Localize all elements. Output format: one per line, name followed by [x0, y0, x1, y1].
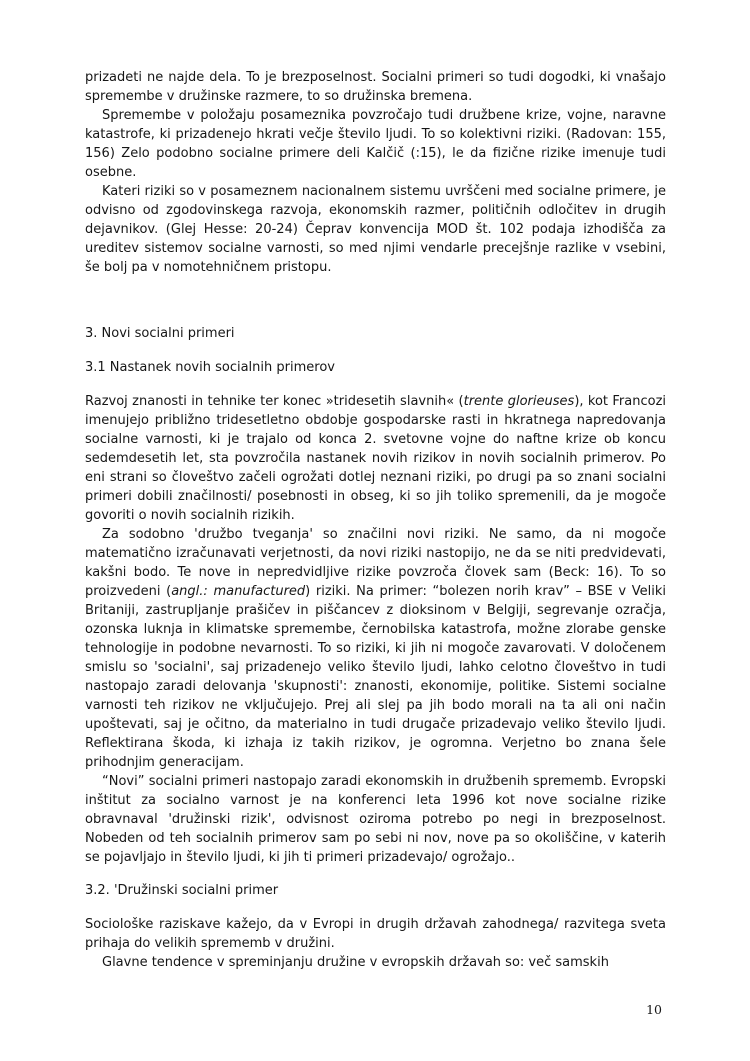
paragraph: Glavne tendence v spreminjanju družine v evropskih državah so: več samskih — [102, 955, 609, 970]
text-run: ), kot Francozi imenujejo približno tridesetletno obdobje gospodarske rasti in hkratnega napredovanja socialne varnosti, ki je trajalo od konca 2. svetovne vojne do naftne krize ob koncu sedemdesetih let, sta povzročila nastanek novih rizikov in novih socialnih primerov. Po eni strani so človeštvo začeli ogrožati dotlej neznani riziki, po drugi pa so znani socialni primeri dobili značilnosti/ posebnosti in obseg, ki so jih toliko spremenili, da je mogoče govoriti o novih socialnih rizikih. — [85, 394, 667, 523]
text-run: ) riziki. Na primer: “bolezen norih krav” – BSE v Veliki Britaniji, zastrupljanje prašičev in piščancev z dioksinom v Belgiji, segrevanje ozračja, ozonska luknja in klimatske spremembe, černobilska katastrofa, možne zlorabe genske tehnologije in podobne nevarnosti. To so riziki, ki jih ni mogoče zavarovati. V določenem smislu so 'socialni', saj prizadenejo veliko število ljudi, lahko celotno človeštvo in tudi nastopajo zaradi delovanja 'skupnosti': znanosti, ekonomije, politike. Sistemi socialne varnosti teh rizikov ne vključujejo. Prej ali slej pa jih bodo morali na ta ali oni način upoštevati, saj je očitno, da materialno in tudi drugače prizadevajo veliko število ljudi. Reflektirana škoda, ki izhaja iz takih rizikov, je ogromna. Verjetno bo znana šele prihodnjim generacijam. — [85, 584, 666, 770]
subsection-heading: 3.1 Nastanek novih socialnih primerov — [85, 360, 335, 375]
paragraph — [85, 392, 666, 525]
emphasis-text: angl.: manufactured — [171, 584, 306, 599]
subsection-heading: 3.2. 'Družinski socialni primer — [85, 883, 279, 898]
paragraph: Sociološke raziskave kažejo, da v Evropi in drugih državah zahodnega/ razvitega sveta prihaja do velikih sprememb v družini. — [85, 917, 666, 951]
emphasis-text: trente glorieuses — [463, 394, 575, 409]
paragraph: Kateri riziki so v posameznem nacionalnem sistemu uvrščeni med socialne primere, je odvisno od zgodovinskega razvoja, ekonomskih razmer, političnih odločitev in drugih dejavnikov. (Glej Hesse: 20-24) Čeprav konvencija MOD št. 102 podaja izhodišča za ureditev sistemov socialne varnosti, so med njimi vendarle precejšnje razlike v vsebini, še bolj pa v nomotehničnem pristopu. — [85, 184, 666, 275]
paragraph — [85, 525, 666, 772]
paragraph: prizadeti ne najde dela. To je brezposelnost. Socialni primeri so tudi dogodki, ki vnašajo spremembe v družinske razmere, to so družinska bremena. — [85, 70, 666, 104]
page-number: 10 — [646, 1002, 662, 1017]
section-heading: 3. Novi socialni primeri — [85, 326, 235, 341]
paragraph: “Novi” socialni primeri nastopajo zaradi ekonomskih in družbenih sprememb. Evropski inštitut za socialno varnost je na konferenci leta 1996 kot nove socialne rizike obravnaval 'družinski rizik', odvisnost oziroma potrebo po negi in brezposelnost. Nobeden od teh socialnih primerov sam po sebi ni nov, nove pa so okoliščine, v katerih se pojavljajo in število ljudi, ki jih ti primeri prizadevajo/ ogrožajo.. — [85, 774, 666, 865]
document-body — [85, 68, 666, 972]
text-run: Razvoj znanosti in tehnike ter konec »tridesetih slavnih« ( — [85, 394, 464, 409]
text-run: Za sodobno 'družbo tveganja' so značilni novi riziki. Ne samo, da ni mogoče matematično izračunavati verjetnosti, da novi riziki nastopijo, ne da se niti predvidevati, kakšni bodo. Te nove in nepredvidljive rizike povzroča človek sam (Beck: 16). To so proizvedeni ( — [85, 527, 666, 599]
paragraph: Spremembe v položaju posameznika povzročajo tudi družbene krize, vojne, naravne katastrofe, ki prizadenejo hkrati večje število ljudi. To so kolektivni riziki. (Radovan: 155, 156) Zelo podobno socialne primere deli Kalčič (:15), le da fizične rizike imenuje tudi osebne. — [85, 108, 666, 180]
